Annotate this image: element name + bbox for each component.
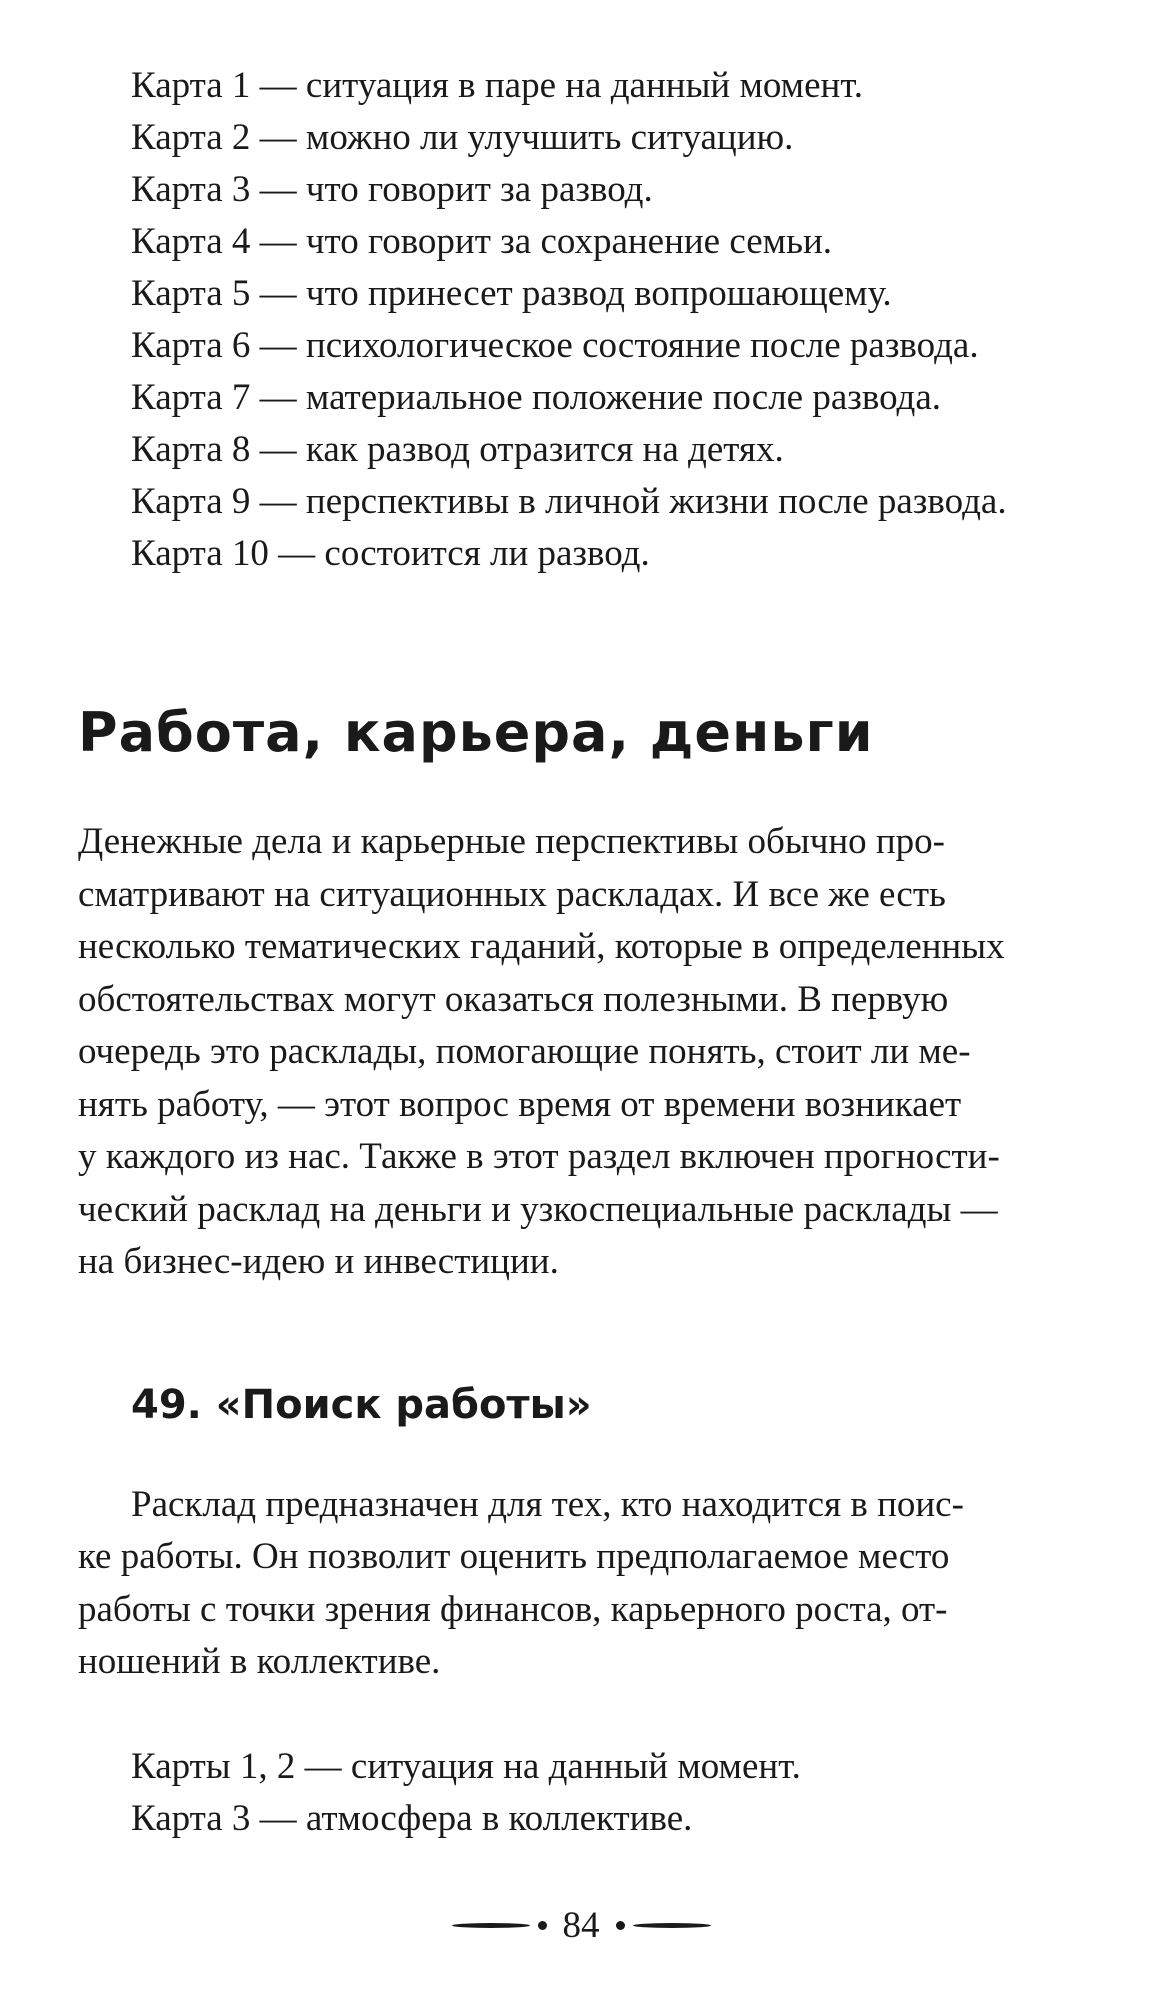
list-item: Карта 3 — что говорит за развод. xyxy=(131,169,653,210)
text-line: работы с точки зрения финансов, карьерного роста, от- xyxy=(78,1588,948,1630)
list-item: Карта 2 — можно ли улучшить ситуацию. xyxy=(131,117,794,158)
left-ornament-icon xyxy=(452,1921,547,1930)
job-search-card-list xyxy=(78,1741,1088,1845)
book-page xyxy=(78,60,1088,1845)
text-line: на бизнес-идею и инвестиции. xyxy=(78,1241,559,1282)
text-line: Денежные дела и карьерные перспективы обычно про- xyxy=(78,821,946,862)
list-item: Карты 1, 2 — ситуация на данный момент. xyxy=(131,1745,801,1787)
list-item: Карта 3 — атмосфера в коллективе. xyxy=(131,1797,693,1839)
text-line: ке работы. Он позволит оценить предполагаемое место xyxy=(78,1536,950,1577)
text-line: сматривают на ситуационных раскладах. И все же есть xyxy=(78,873,946,915)
list-item: Карта 8 — как развод отразится на детях. xyxy=(131,429,784,470)
text-line: очередь это расклады, помогающие понять, стоит ли ме- xyxy=(78,1031,971,1072)
page-number: 84 xyxy=(562,1904,600,1946)
text-line: нять работу, — этот вопрос время от времени возникает xyxy=(78,1083,962,1125)
section-intro xyxy=(78,816,1088,1289)
text-line: у каждого из нас. Также в этот раздел включен прогности- xyxy=(78,1136,1000,1177)
list-item: Карта 4 — что говорит за сохранение семьи. xyxy=(131,221,832,262)
text-line: ческий расклад на деньги и узкоспециальные расклады — xyxy=(78,1188,998,1230)
text-line: обстоятельствах могут оказаться полезными. В первую xyxy=(78,978,949,1020)
spread-description xyxy=(78,1479,1088,1689)
spread-title: 49. «Поиск работы» xyxy=(131,1381,592,1428)
list-item: Карта 10 — состоится ли развод. xyxy=(131,533,650,574)
text-line: Расклад предназначен для тех, кто находится в поис- xyxy=(131,1483,964,1525)
text-line: несколько тематических гаданий, которые в определенных xyxy=(78,926,1005,967)
right-ornament-icon xyxy=(616,1921,711,1930)
list-item: Карта 1 — ситуация в паре на данный момент. xyxy=(131,65,863,106)
list-item: Карта 7 — материальное положение после развода. xyxy=(131,377,942,418)
text-line: ношений в коллективе. xyxy=(78,1641,441,1682)
list-item: Карта 9 — перспективы в личной жизни после развода. xyxy=(131,481,1007,522)
list-item: Карта 6 — психологическое состояние после развода. xyxy=(131,325,979,366)
page-footer xyxy=(0,1900,1162,1950)
list-item: Карта 5 — что принесет развод вопрошающему. xyxy=(131,273,892,314)
divorce-card-list xyxy=(78,60,1088,580)
section-title: Работа, карьера, деньги xyxy=(78,701,874,764)
